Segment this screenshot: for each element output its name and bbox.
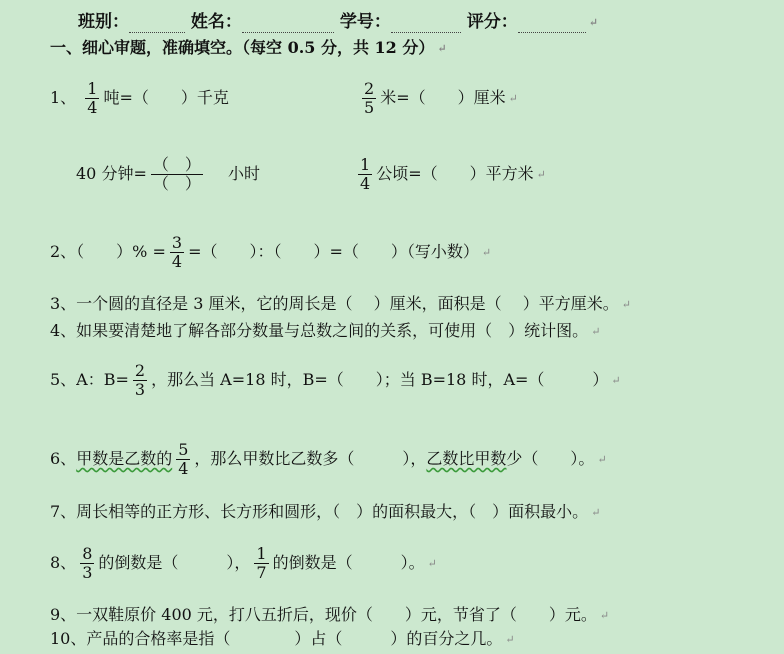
paragraph-mark-icon: ↵ xyxy=(481,245,492,259)
numerator: 2 xyxy=(134,361,146,380)
question-6 xyxy=(50,441,607,478)
question-1-row-2 xyxy=(76,156,260,193)
paragraph-mark-icon: ↵ xyxy=(427,556,437,570)
paragraph-mark-icon: ↵ xyxy=(437,41,447,55)
paragraph-mark-icon: ↵ xyxy=(591,324,601,338)
section-title-text: 一、细心审题，准确填空。（每空 0.5 分，共 12 分） xyxy=(50,38,435,57)
question-text: ，那么甲数比乙数多（ ）， xyxy=(194,449,427,468)
denominator: 4 xyxy=(171,252,183,271)
numerator: 1 xyxy=(87,79,98,98)
question-text: 3、一个圆的直径是 3 厘米，它的周长是（ ）厘米，面积是（ ）平方厘米。 xyxy=(50,294,619,313)
paragraph-mark-icon: ↵ xyxy=(597,452,607,466)
section-title xyxy=(50,38,447,59)
denominator: 4 xyxy=(87,98,98,117)
question-text: 4、如果要清楚地了解各部分数量与总数之间的关系，可使用（ ）统计图。 xyxy=(50,321,589,340)
question-3 xyxy=(50,294,631,315)
question-7 xyxy=(50,502,600,523)
question-text: 40 分钟= xyxy=(76,164,147,183)
numerator: （ ） xyxy=(152,155,201,174)
question-text: 小时 xyxy=(227,164,260,183)
question-text: 2、（ ）% = xyxy=(50,242,166,261)
denominator: 3 xyxy=(82,563,93,582)
question-9 xyxy=(50,605,609,626)
question-1-row-2b xyxy=(354,156,546,193)
question-text: 的倒数是（ ）。 xyxy=(272,553,425,572)
denominator: 3 xyxy=(134,380,146,399)
fraction-3-4 xyxy=(170,234,184,271)
grammar-underlined-text: 乙数比甲数 xyxy=(426,449,507,468)
question-8 xyxy=(50,545,437,582)
class-blank[interactable] xyxy=(129,14,185,33)
question-number: 1、 xyxy=(50,88,77,107)
paragraph-mark-icon: ↵ xyxy=(536,167,546,181)
question-text: 9、一双鞋原价 400 元，打八五折后，现价（ ）元，节省了（ ）元。 xyxy=(50,605,597,624)
question-2 xyxy=(50,234,491,271)
numerator: 5 xyxy=(178,440,189,459)
denominator: 4 xyxy=(360,174,371,193)
fraction-2-3 xyxy=(133,362,147,399)
score-label: 评分： xyxy=(466,12,518,32)
numerator: 2 xyxy=(364,79,375,98)
question-text: ，那么当 A=18 时，B=（ ）；当 B=18 时，A=（ ） xyxy=(151,370,609,389)
fraction-1-4 xyxy=(358,156,372,193)
name-blank[interactable] xyxy=(242,14,334,33)
denominator: （ ） xyxy=(152,174,201,193)
question-text: 米=（ ）厘米 xyxy=(380,88,506,107)
fraction-1-7 xyxy=(254,545,268,582)
numerator: 3 xyxy=(171,233,183,252)
question-number: 6、 xyxy=(50,449,77,468)
fraction-5-4 xyxy=(176,441,190,478)
denominator: 5 xyxy=(364,98,375,117)
question-text: 10、产品的合格率是指（ ）占（ ）的百分之几。 xyxy=(50,629,503,648)
question-text: 7、周长相等的正方形、长方形和圆形，（ ）的面积最大，（ ）面积最小。 xyxy=(50,502,589,521)
question-5 xyxy=(50,362,621,399)
name-label: 姓名： xyxy=(190,12,242,32)
denominator: 4 xyxy=(178,459,189,478)
question-4 xyxy=(50,321,600,342)
numerator: 8 xyxy=(82,544,93,563)
fraction-8-3 xyxy=(80,545,94,582)
id-blank[interactable] xyxy=(391,14,461,33)
paragraph-mark-icon: ↵ xyxy=(588,15,598,29)
question-text: =（ ）：（ ）=（ ）（写小数） xyxy=(188,242,479,261)
question-number: 8、 xyxy=(50,553,77,572)
paragraph-mark-icon: ↵ xyxy=(505,632,515,646)
question-1-row-1b xyxy=(358,80,518,117)
id-label: 学号： xyxy=(339,12,391,32)
numerator: 1 xyxy=(360,155,371,174)
question-text: 吨=（ ）千克 xyxy=(103,88,229,107)
paragraph-mark-icon: ↵ xyxy=(599,608,610,622)
score-blank[interactable] xyxy=(518,14,586,33)
paragraph-mark-icon: ↵ xyxy=(621,297,631,311)
paragraph-mark-icon: ↵ xyxy=(611,373,621,387)
question-text: 5、A：B= xyxy=(50,370,129,389)
question-text: 公顷=（ ）平方米 xyxy=(376,164,534,183)
fraction-blank xyxy=(151,156,203,193)
paragraph-mark-icon: ↵ xyxy=(508,91,518,105)
question-10 xyxy=(50,629,515,650)
grammar-underlined-text: 甲数是乙数的 xyxy=(76,449,173,468)
class-label: 班别： xyxy=(78,12,129,32)
denominator: 7 xyxy=(256,563,267,582)
fraction-2-5 xyxy=(362,80,376,117)
question-1-row-1 xyxy=(50,80,229,117)
header-row xyxy=(78,12,598,33)
numerator: 1 xyxy=(256,544,267,563)
fraction-1-4 xyxy=(85,80,99,117)
question-text: 的倒数是（ ）， xyxy=(98,553,251,572)
paragraph-mark-icon: ↵ xyxy=(591,505,601,519)
question-text: 少（ ）。 xyxy=(506,449,595,468)
